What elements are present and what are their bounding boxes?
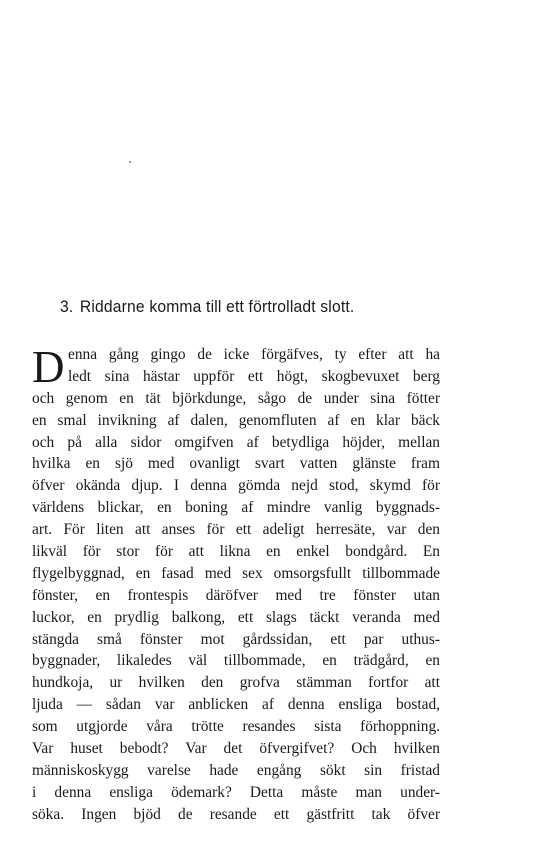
text-line: och på alla sidor omgifven af betydliga höjder, mellan — [32, 433, 440, 451]
text-line: världens blickar, en boning af mindre vanlig byggnads- — [32, 499, 440, 517]
text-line: luckor, en prydlig balkong, ett slags täckt veranda med — [32, 608, 440, 626]
text-line: öfver okända djup. I denna gömda nejd stod, skymd för — [32, 477, 440, 495]
chapter-title: Riddarne komma till ett förtrolladt slott. — [79, 297, 355, 316]
chapter-number: 3. — [60, 297, 74, 316]
text-line: enna gång gingo de icke förgäfves, ty efter att ha — [68, 346, 440, 363]
text-line: hvilka en sjö med ovanligt svart vatten glänste fram — [32, 455, 440, 473]
text-line: ledt sina hästar uppför ett högt, skogbevuxet berg — [68, 367, 440, 385]
text-line: i denna ensliga ödemark? Detta måste man under- — [32, 783, 440, 801]
text-line: som utgjorde våra trötte resandes sista förhoppning. — [32, 718, 440, 736]
paper-speck — [129, 161, 131, 163]
text-line: och genom en tät björkdunge, sågo de under sina fötter — [32, 389, 440, 407]
text-line: byggnader, likaledes väl tillbommade, en trädgård, en — [32, 652, 440, 670]
text-line: art. För liten att anses för ett adeligt herresäte, var den — [32, 521, 440, 539]
text-line: människoskygg varelse hade engång sökt sin fristad — [32, 761, 440, 779]
text-line: en smal invikning af dalen, genomfluten af en klar bäck — [32, 411, 440, 429]
text-line: flygelbyggnad, en fasad med sex omsorgsfullt tillbommade — [32, 564, 440, 582]
chapter-heading — [60, 297, 446, 317]
text-line: hundkoja, ur hvilken den grofva stämman fortfor att — [32, 674, 440, 692]
text-line: fönster, en frontespis däröfver med tre fönster utan — [32, 586, 440, 604]
text-line: likväl för stor för att likna en enkel bondgård. En — [32, 543, 440, 561]
drop-cap: D — [32, 342, 65, 392]
text-line: stängda små fönster mot gårdssidan, ett par uthus- — [32, 630, 440, 648]
text-line: Var huset bebodt? Var det öfvergifvet? Och hvilken — [32, 740, 440, 758]
body-text — [32, 344, 440, 826]
text-line: ljuda — sådan var anblicken af denna ensliga bostad, — [32, 696, 440, 714]
text-line: söka. Ingen bjöd de resande ett gästfritt tak öfver — [32, 805, 440, 823]
